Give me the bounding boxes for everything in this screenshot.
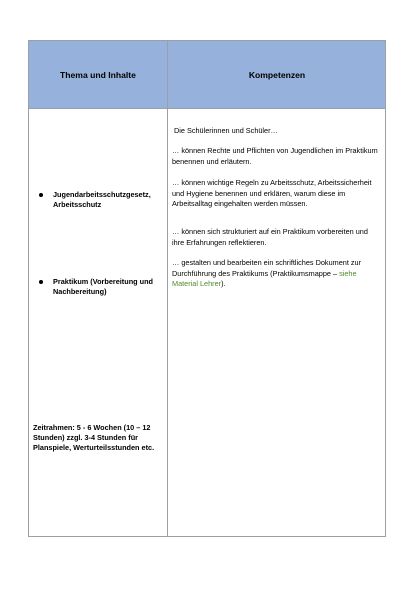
header-topics: Thema und Inhalte	[60, 69, 136, 80]
intro-text: Die Schülerinnen und Schüler…	[174, 126, 278, 135]
competency-text: … können wichtige Regeln zu Arbeitsschutz, Arbeitssicherheit und Hygiene benennen und erklären, warum diese im Arbeitsalltag eingehalten werden müssen.	[172, 178, 372, 209]
topic-item	[39, 277, 164, 297]
bullet-icon	[39, 280, 43, 284]
competency-text-main: … gestalten und bearbeiten ein schriftliches Dokument zur Durchführung des Praktikums (Praktikumsmappe –	[172, 258, 362, 278]
competency-text: … können Rechte und Pflichten von Jugendlichen im Praktikum benennen und erläutern.	[172, 146, 378, 166]
table-header	[29, 41, 385, 109]
material-link[interactable]: siehe Material Lehrer	[172, 268, 357, 289]
timeframe-note: Zeitrahmen: 5 - 6 Wochen (10 – 12 Stunden) zzgl. 3-4 Stunden für Planspiele, Werturteilsstunden etc.	[33, 423, 155, 452]
topics-column	[29, 109, 167, 537]
header-competencies: Kompetenzen	[248, 69, 306, 80]
topic-label: Praktikum (Vorbereitung und Nachbereitung)	[53, 277, 154, 296]
competency-text	[172, 258, 382, 290]
competency-table	[28, 40, 386, 537]
topic-item	[39, 190, 164, 210]
competency-text: … können sich strukturiert auf ein Praktikum vorbereiten und ihre Erfahrungen reflektieren.	[172, 227, 368, 247]
topic-label: Jugendarbeitsschutzgesetz, Arbeitsschutz	[53, 190, 151, 209]
competency-text-end: ).	[221, 279, 226, 289]
competencies-column	[168, 109, 386, 537]
bullet-icon	[39, 193, 43, 197]
